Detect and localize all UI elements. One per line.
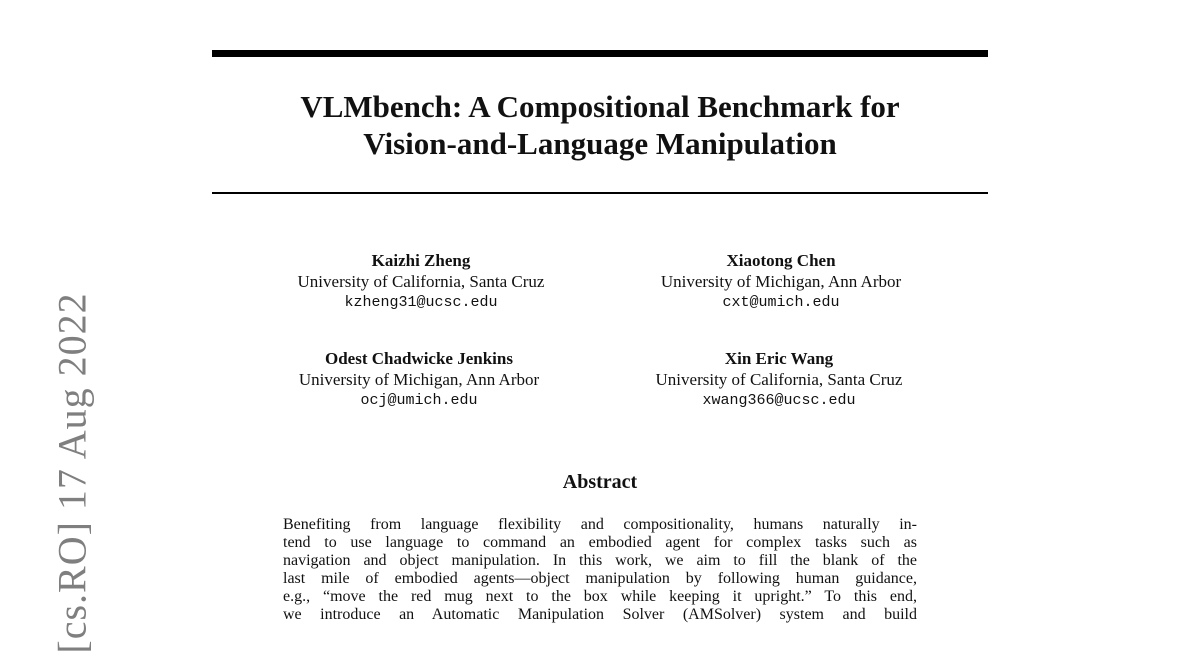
abstract-line: last mile of embodied agents—object manipulation by following human guidance, xyxy=(283,570,917,588)
author-email: cxt@umich.edu xyxy=(722,294,840,311)
abstract-line: e.g., “move the red mug next to the box while keeping it upright.” To this end, xyxy=(283,588,917,606)
author-affiliation: University of Michigan, Ann Arbor xyxy=(660,272,902,291)
title-line-1: VLMbench: A Compositional Benchmark for xyxy=(300,89,900,124)
author-email: kzheng31@ucsc.edu xyxy=(344,294,498,311)
author-block-chen xyxy=(621,250,941,313)
abstract-line: tend to use language to command an embodied agent for complex tasks such as xyxy=(283,534,917,552)
author-name: Odest Chadwicke Jenkins xyxy=(325,349,513,368)
title-bottom-rule xyxy=(212,192,988,194)
author-email: ocj@umich.edu xyxy=(360,392,478,409)
author-name: Xiaotong Chen xyxy=(726,251,836,270)
author-block-zheng xyxy=(261,250,581,313)
title-top-rule xyxy=(212,50,988,57)
abstract-line: we introduce an Automatic Manipulation Solver (AMSolver) system and build xyxy=(283,606,917,624)
abstract-body xyxy=(283,516,917,625)
author-affiliation: University of Michigan, Ann Arbor xyxy=(298,370,540,389)
author-block-wang xyxy=(619,348,939,411)
author-block-jenkins xyxy=(259,348,579,411)
author-email: xwang366@ucsc.edu xyxy=(702,392,856,409)
author-affiliation: University of California, Santa Cruz xyxy=(655,370,903,389)
author-affiliation: University of California, Santa Cruz xyxy=(297,272,545,291)
author-name: Xin Eric Wang xyxy=(724,349,834,368)
title-line-2: Vision-and-Language Manipulation xyxy=(363,126,837,161)
abstract-line: navigation and object manipulation. In this work, we aim to fill the blank of the xyxy=(283,552,917,570)
abstract-line: Benefiting from language flexibility and compositionality, humans naturally in- xyxy=(283,516,917,533)
abstract-heading: Abstract xyxy=(562,471,638,493)
paper-title xyxy=(212,88,988,162)
arxiv-side-stamp: [cs.RO] 17 Aug 2022 xyxy=(49,292,95,654)
author-name: Kaizhi Zheng xyxy=(371,251,471,270)
